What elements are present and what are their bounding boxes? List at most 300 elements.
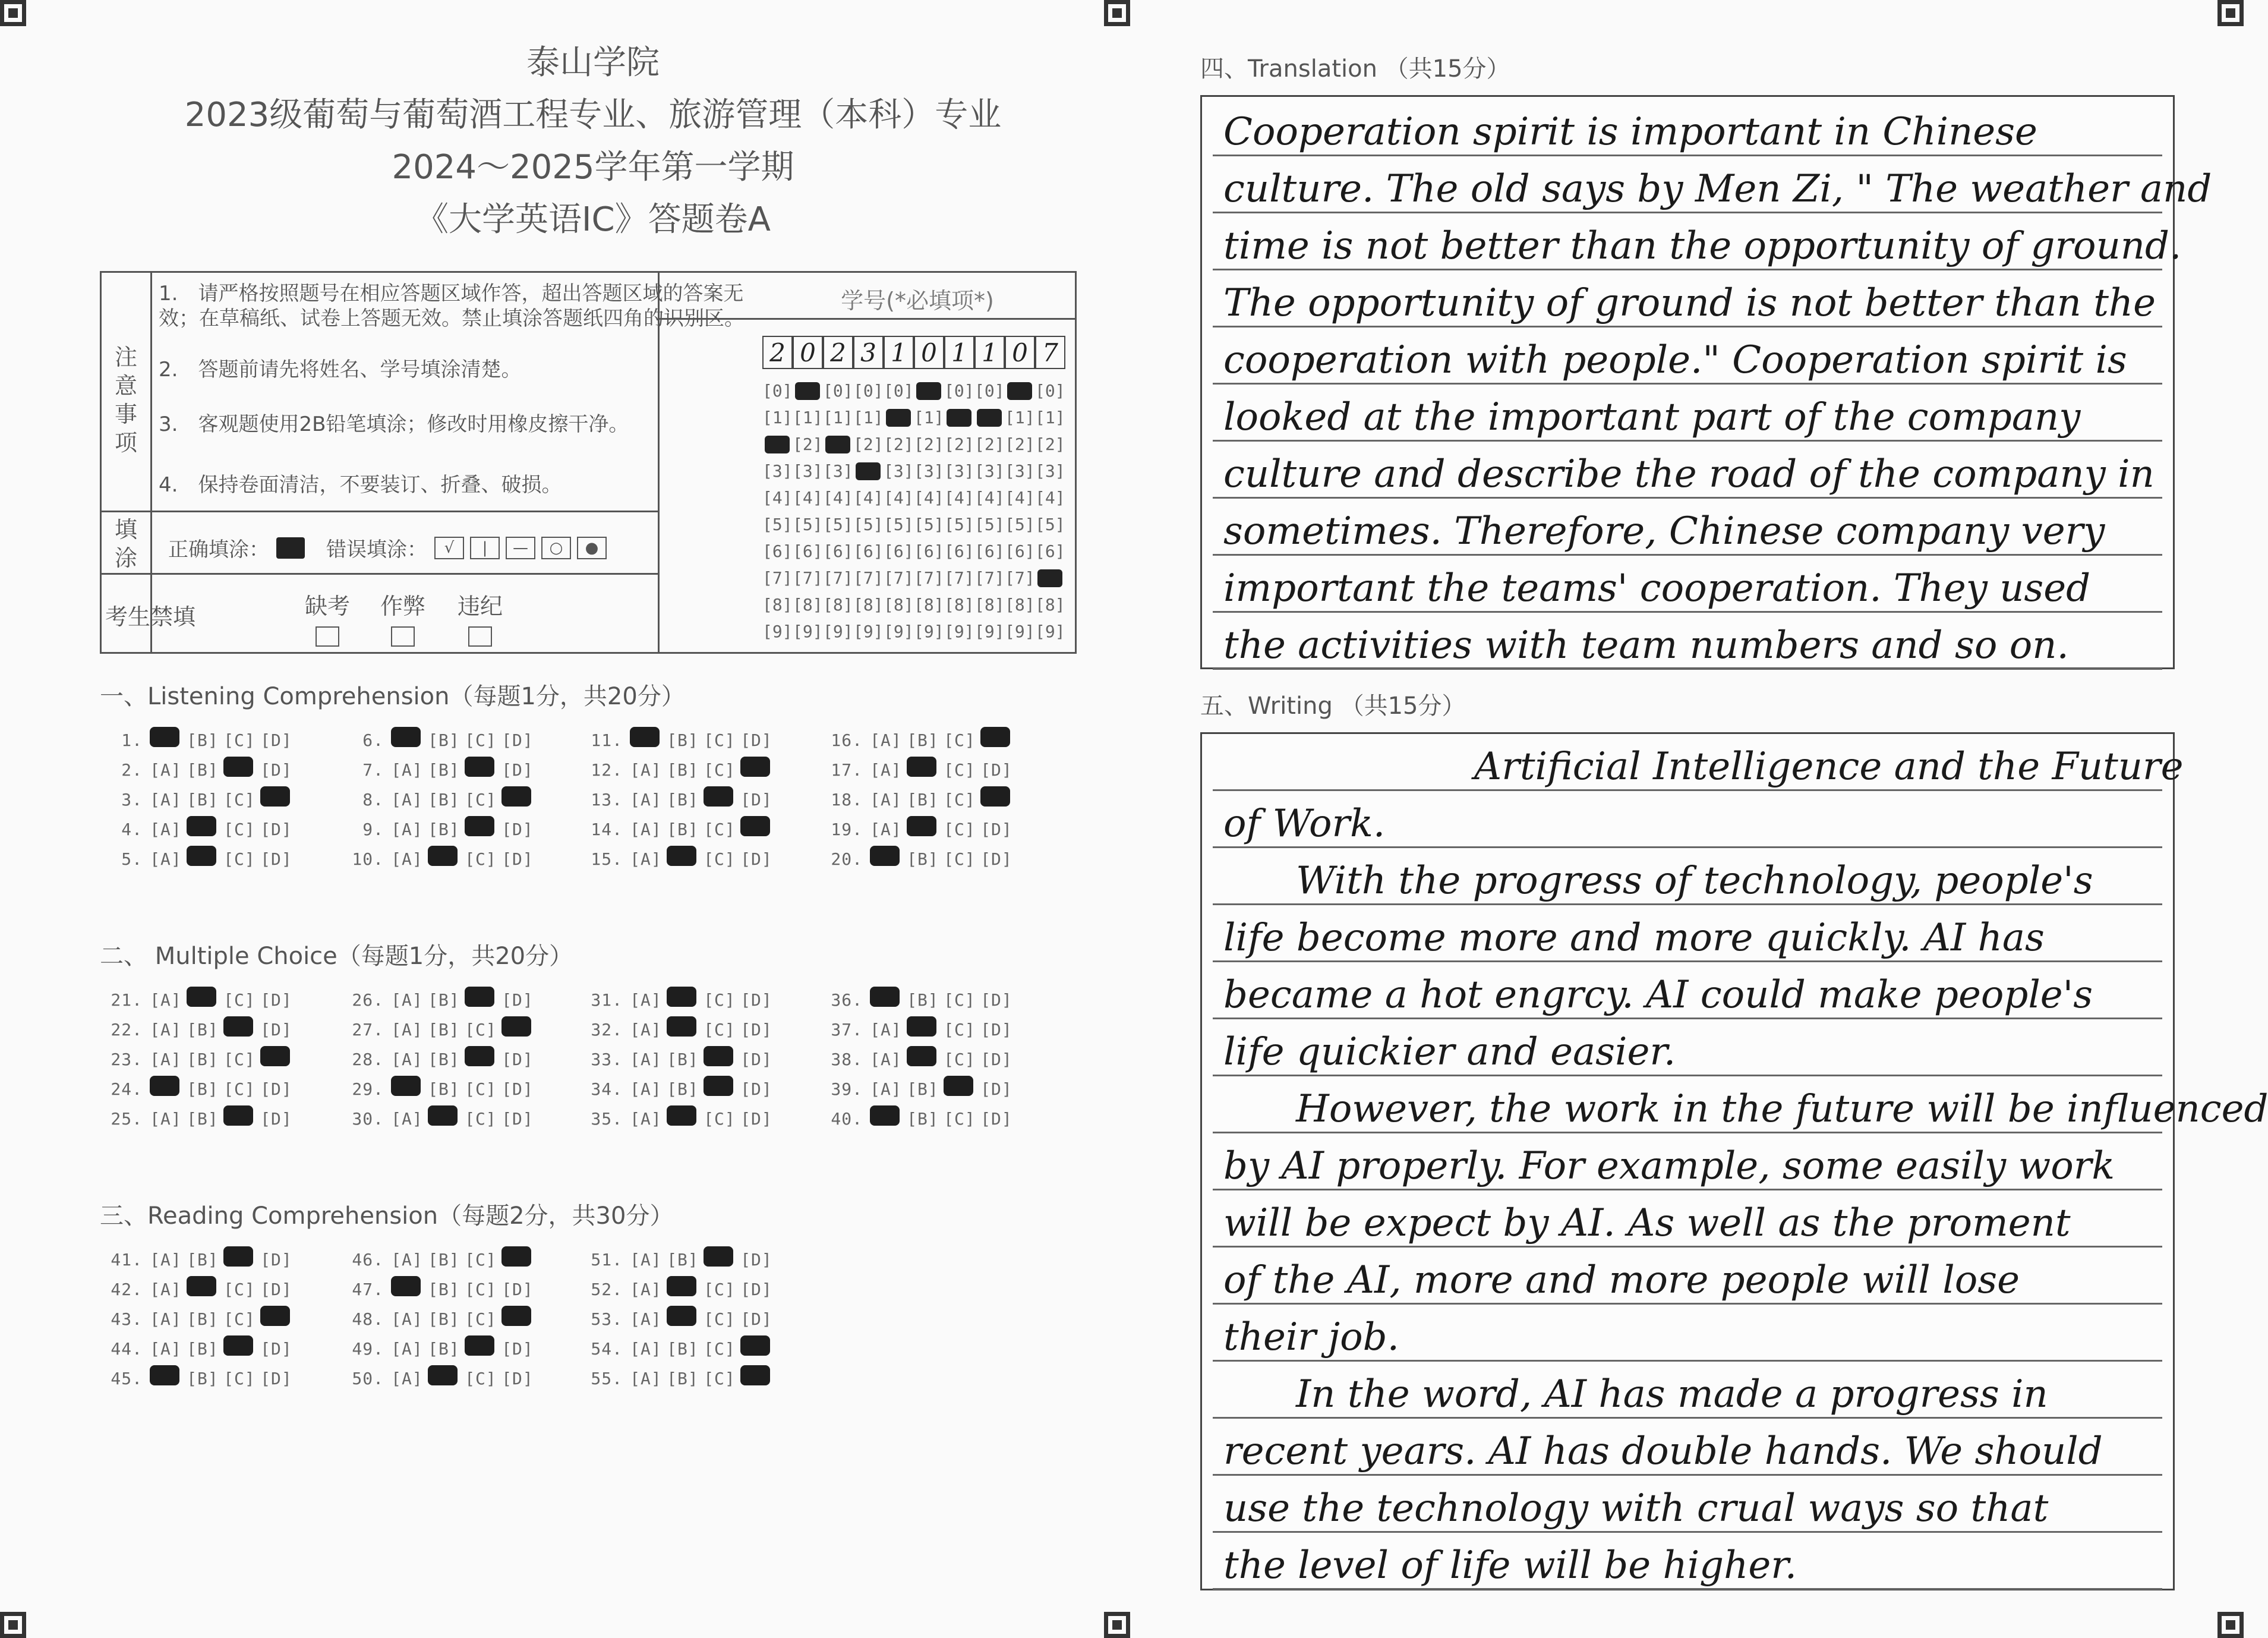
answer-bubble[interactable]	[258, 790, 295, 809]
answer-bubble[interactable]	[221, 1050, 258, 1069]
answer-bubble[interactable]	[627, 1250, 664, 1270]
answer-bubble[interactable]	[184, 730, 221, 750]
answer-bubble[interactable]	[701, 1109, 738, 1129]
answer-bubble[interactable]	[258, 730, 295, 750]
student-id-bubble[interactable]	[914, 618, 944, 645]
answer-bubble[interactable]	[389, 1369, 425, 1388]
answer-bubble[interactable]	[664, 820, 701, 839]
student-id-bubble[interactable]	[884, 618, 913, 645]
answer-bubble[interactable]	[868, 1020, 904, 1040]
answer-bubble[interactable]	[627, 1050, 664, 1069]
student-id-bubble[interactable]	[1035, 484, 1065, 511]
student-id-digit[interactable]: 0	[1005, 336, 1035, 369]
forbid-checkbox[interactable]	[316, 626, 339, 647]
answer-bubble[interactable]	[664, 1020, 701, 1040]
answer-bubble[interactable]	[499, 1020, 536, 1040]
answer-bubble[interactable]	[738, 1339, 775, 1359]
answer-bubble[interactable]	[147, 1309, 184, 1329]
student-id-bubble[interactable]	[944, 431, 974, 458]
answer-bubble[interactable]	[904, 990, 941, 1010]
student-id-digit[interactable]: 0	[914, 336, 944, 369]
student-id-bubble[interactable]	[762, 377, 792, 404]
student-id-bubble[interactable]	[884, 538, 913, 565]
translation-answer-box[interactable]	[1200, 95, 2212, 669]
answer-bubble[interactable]	[904, 760, 941, 780]
answer-bubble[interactable]	[221, 730, 258, 750]
answer-bubble[interactable]	[462, 790, 499, 809]
student-id-bubble[interactable]	[853, 591, 883, 618]
answer-bubble[interactable]	[978, 1079, 1015, 1099]
student-id-bubble[interactable]	[1005, 538, 1034, 565]
answer-bubble[interactable]	[941, 849, 978, 869]
answer-bubble[interactable]	[701, 730, 738, 750]
answer-bubble[interactable]	[184, 760, 221, 780]
answer-bubble[interactable]	[389, 760, 425, 780]
answer-bubble[interactable]	[389, 849, 425, 869]
student-id-bubble[interactable]	[944, 565, 974, 591]
student-id-bubble[interactable]	[853, 431, 883, 458]
answer-bubble[interactable]	[738, 990, 775, 1010]
answer-bubble[interactable]	[627, 849, 664, 869]
student-id-digit[interactable]: 1	[884, 336, 914, 369]
answer-bubble[interactable]	[221, 1280, 258, 1299]
answer-bubble[interactable]	[499, 849, 536, 869]
answer-bubble[interactable]	[462, 1109, 499, 1129]
forbid-checkbox[interactable]	[468, 626, 492, 647]
student-id-bubble[interactable]	[884, 377, 913, 404]
answer-bubble[interactable]	[499, 1250, 536, 1270]
answer-bubble[interactable]	[627, 1020, 664, 1040]
answer-bubble[interactable]	[701, 1020, 738, 1040]
answer-bubble[interactable]	[184, 990, 221, 1010]
answer-bubble[interactable]	[941, 730, 978, 750]
answer-bubble[interactable]	[258, 849, 295, 869]
answer-bubble[interactable]	[425, 1109, 462, 1129]
answer-bubble[interactable]	[462, 760, 499, 780]
answer-bubble[interactable]	[738, 730, 775, 750]
answer-bubble[interactable]	[701, 1339, 738, 1359]
answer-bubble[interactable]	[664, 1309, 701, 1329]
student-id-bubble[interactable]	[944, 484, 974, 511]
student-id-bubble[interactable]	[823, 484, 853, 511]
answer-bubble[interactable]	[147, 1369, 184, 1388]
answer-bubble[interactable]	[258, 1050, 295, 1069]
answer-bubble[interactable]	[627, 1109, 664, 1129]
answer-bubble[interactable]	[389, 1079, 425, 1099]
answer-bubble[interactable]	[147, 730, 184, 750]
answer-bubble[interactable]	[221, 1250, 258, 1270]
student-id-bubble[interactable]	[762, 591, 792, 618]
answer-bubble[interactable]	[462, 1020, 499, 1040]
answer-bubble[interactable]	[147, 760, 184, 780]
answer-bubble[interactable]	[978, 790, 1015, 809]
answer-bubble[interactable]	[978, 730, 1015, 750]
answer-bubble[interactable]	[389, 1250, 425, 1270]
answer-bubble[interactable]	[221, 820, 258, 839]
student-id-bubble[interactable]	[823, 377, 853, 404]
answer-bubble[interactable]	[425, 1339, 462, 1359]
answer-bubble[interactable]	[462, 1050, 499, 1069]
answer-bubble[interactable]	[258, 990, 295, 1010]
answer-bubble[interactable]	[147, 1109, 184, 1129]
answer-bubble[interactable]	[221, 1109, 258, 1129]
answer-bubble[interactable]	[258, 1109, 295, 1129]
answer-bubble[interactable]	[701, 820, 738, 839]
answer-bubble[interactable]	[184, 1050, 221, 1069]
student-id-bubble[interactable]	[762, 618, 792, 645]
student-id-digit[interactable]: 2	[762, 336, 793, 369]
student-id-bubble[interactable]	[793, 377, 822, 404]
answer-bubble[interactable]	[868, 760, 904, 780]
answer-bubble[interactable]	[868, 790, 904, 809]
answer-bubble[interactable]	[941, 790, 978, 809]
student-id-bubble[interactable]	[1035, 511, 1065, 538]
answer-bubble[interactable]	[738, 760, 775, 780]
answer-bubble[interactable]	[184, 1369, 221, 1388]
answer-bubble[interactable]	[499, 730, 536, 750]
student-id-bubble[interactable]	[884, 458, 913, 484]
student-id-bubble[interactable]	[853, 404, 883, 431]
student-id-bubble[interactable]	[762, 538, 792, 565]
student-id-digit[interactable]: 1	[974, 336, 1005, 369]
student-id-bubble[interactable]	[823, 458, 853, 484]
answer-bubble[interactable]	[627, 760, 664, 780]
answer-bubble[interactable]	[664, 760, 701, 780]
answer-bubble[interactable]	[499, 1109, 536, 1129]
answer-bubble[interactable]	[462, 730, 499, 750]
student-id-bubble[interactable]	[944, 404, 974, 431]
student-id-bubble[interactable]	[914, 565, 944, 591]
student-id-bubble[interactable]	[793, 618, 822, 645]
student-id-bubble[interactable]	[823, 431, 853, 458]
answer-bubble[interactable]	[221, 790, 258, 809]
answer-bubble[interactable]	[701, 1280, 738, 1299]
answer-bubble[interactable]	[258, 1339, 295, 1359]
answer-bubble[interactable]	[701, 1079, 738, 1099]
answer-bubble[interactable]	[462, 1250, 499, 1270]
answer-bubble[interactable]	[627, 1339, 664, 1359]
answer-bubble[interactable]	[147, 849, 184, 869]
answer-bubble[interactable]	[462, 820, 499, 839]
student-id-bubble[interactable]	[884, 404, 913, 431]
student-id-bubble[interactable]	[1005, 458, 1034, 484]
answer-bubble[interactable]	[738, 1020, 775, 1040]
student-id-bubble[interactable]	[974, 404, 1004, 431]
answer-bubble[interactable]	[738, 849, 775, 869]
answer-bubble[interactable]	[221, 1020, 258, 1040]
student-id-bubble[interactable]	[884, 484, 913, 511]
answer-bubble[interactable]	[904, 1050, 941, 1069]
writing-answer-box[interactable]	[1200, 732, 2268, 1590]
student-id-bubble[interactable]	[974, 458, 1004, 484]
student-id-bubble[interactable]	[762, 431, 792, 458]
student-id-bubble[interactable]	[762, 458, 792, 484]
student-id-bubble[interactable]	[853, 538, 883, 565]
answer-bubble[interactable]	[389, 730, 425, 750]
student-id-bubble[interactable]	[974, 591, 1004, 618]
answer-bubble[interactable]	[147, 1280, 184, 1299]
answer-bubble[interactable]	[147, 820, 184, 839]
answer-bubble[interactable]	[258, 1020, 295, 1040]
answer-bubble[interactable]	[978, 820, 1015, 839]
answer-bubble[interactable]	[868, 730, 904, 750]
student-id-bubble[interactable]	[853, 511, 883, 538]
student-id-bubble[interactable]	[1035, 431, 1065, 458]
answer-bubble[interactable]	[738, 1309, 775, 1329]
answer-bubble[interactable]	[258, 1369, 295, 1388]
answer-bubble[interactable]	[904, 1079, 941, 1099]
answer-bubble[interactable]	[868, 1109, 904, 1129]
answer-bubble[interactable]	[664, 990, 701, 1010]
student-id-bubble[interactable]	[944, 458, 974, 484]
answer-bubble[interactable]	[627, 990, 664, 1010]
answer-bubble[interactable]	[499, 1339, 536, 1359]
answer-bubble[interactable]	[904, 820, 941, 839]
answer-bubble[interactable]	[627, 1079, 664, 1099]
answer-bubble[interactable]	[389, 790, 425, 809]
answer-bubble[interactable]	[627, 730, 664, 750]
answer-bubble[interactable]	[462, 1369, 499, 1388]
answer-bubble[interactable]	[425, 849, 462, 869]
student-id-bubble[interactable]	[1005, 404, 1034, 431]
student-id-bubble[interactable]	[793, 484, 822, 511]
student-id-bubble[interactable]	[762, 565, 792, 591]
answer-bubble[interactable]	[738, 820, 775, 839]
answer-bubble[interactable]	[258, 1079, 295, 1099]
answer-bubble[interactable]	[499, 790, 536, 809]
answer-bubble[interactable]	[425, 790, 462, 809]
answer-bubble[interactable]	[425, 1250, 462, 1270]
answer-bubble[interactable]	[462, 1309, 499, 1329]
answer-bubble[interactable]	[904, 1020, 941, 1040]
answer-bubble[interactable]	[978, 849, 1015, 869]
answer-bubble[interactable]	[941, 990, 978, 1010]
answer-bubble[interactable]	[389, 1109, 425, 1129]
answer-bubble[interactable]	[462, 1280, 499, 1299]
answer-bubble[interactable]	[664, 1109, 701, 1129]
student-id-bubble[interactable]	[914, 538, 944, 565]
answer-bubble[interactable]	[184, 790, 221, 809]
answer-bubble[interactable]	[664, 1369, 701, 1388]
answer-bubble[interactable]	[499, 1280, 536, 1299]
student-id-bubble[interactable]	[853, 618, 883, 645]
answer-bubble[interactable]	[664, 1280, 701, 1299]
answer-bubble[interactable]	[258, 820, 295, 839]
student-id-bubble[interactable]	[853, 377, 883, 404]
answer-bubble[interactable]	[701, 990, 738, 1010]
student-id-bubble[interactable]	[853, 565, 883, 591]
answer-bubble[interactable]	[425, 1079, 462, 1099]
student-id-bubble[interactable]	[974, 431, 1004, 458]
student-id-bubble[interactable]	[1035, 565, 1065, 591]
answer-bubble[interactable]	[664, 1079, 701, 1099]
forbid-checkbox[interactable]	[391, 626, 415, 647]
answer-bubble[interactable]	[221, 1339, 258, 1359]
answer-bubble[interactable]	[221, 1079, 258, 1099]
student-id-bubble[interactable]	[1005, 431, 1034, 458]
answer-bubble[interactable]	[499, 760, 536, 780]
answer-bubble[interactable]	[941, 1079, 978, 1099]
answer-bubble[interactable]	[738, 1109, 775, 1129]
student-id-bubble[interactable]	[823, 404, 853, 431]
answer-bubble[interactable]	[664, 730, 701, 750]
answer-bubble[interactable]	[978, 990, 1015, 1010]
answer-bubble[interactable]	[184, 849, 221, 869]
student-id-bubble[interactable]	[974, 538, 1004, 565]
answer-bubble[interactable]	[425, 820, 462, 839]
answer-bubble[interactable]	[978, 1109, 1015, 1129]
answer-bubble[interactable]	[258, 1309, 295, 1329]
answer-bubble[interactable]	[627, 1369, 664, 1388]
answer-bubble[interactable]	[147, 1020, 184, 1040]
answer-bubble[interactable]	[868, 990, 904, 1010]
student-id-bubble[interactable]	[914, 404, 944, 431]
answer-bubble[interactable]	[738, 790, 775, 809]
answer-bubble[interactable]	[627, 1309, 664, 1329]
student-id-bubble[interactable]	[1035, 458, 1065, 484]
answer-bubble[interactable]	[221, 990, 258, 1010]
answer-bubble[interactable]	[941, 820, 978, 839]
student-id-bubble[interactable]	[823, 511, 853, 538]
answer-bubble[interactable]	[425, 1309, 462, 1329]
answer-bubble[interactable]	[904, 790, 941, 809]
answer-bubble[interactable]	[389, 820, 425, 839]
answer-bubble[interactable]	[184, 1079, 221, 1099]
answer-bubble[interactable]	[978, 760, 1015, 780]
student-id-bubble[interactable]	[793, 511, 822, 538]
answer-bubble[interactable]	[425, 1050, 462, 1069]
student-id-bubble[interactable]	[793, 458, 822, 484]
answer-bubble[interactable]	[184, 1339, 221, 1359]
student-id-bubble[interactable]	[1035, 618, 1065, 645]
student-id-digit[interactable]: 0	[793, 336, 823, 369]
answer-bubble[interactable]	[738, 1280, 775, 1299]
student-id-bubble[interactable]	[914, 377, 944, 404]
student-id-bubble[interactable]	[944, 591, 974, 618]
answer-bubble[interactable]	[978, 1050, 1015, 1069]
answer-bubble[interactable]	[701, 1369, 738, 1388]
student-id-bubble[interactable]	[823, 618, 853, 645]
answer-bubble[interactable]	[904, 849, 941, 869]
student-id-bubble[interactable]	[914, 431, 944, 458]
answer-bubble[interactable]	[701, 1309, 738, 1329]
answer-bubble[interactable]	[499, 1079, 536, 1099]
answer-bubble[interactable]	[499, 820, 536, 839]
student-id-bubble[interactable]	[1005, 591, 1034, 618]
answer-bubble[interactable]	[389, 1280, 425, 1299]
student-id-digit[interactable]: 2	[823, 336, 853, 369]
student-id-bubble[interactable]	[974, 377, 1004, 404]
student-id-bubble[interactable]	[914, 458, 944, 484]
student-id-bubble[interactable]	[793, 404, 822, 431]
student-id-bubble[interactable]	[944, 538, 974, 565]
answer-bubble[interactable]	[425, 1280, 462, 1299]
answer-bubble[interactable]	[941, 1020, 978, 1040]
answer-bubble[interactable]	[462, 990, 499, 1010]
answer-bubble[interactable]	[627, 790, 664, 809]
answer-bubble[interactable]	[147, 1079, 184, 1099]
answer-bubble[interactable]	[147, 1339, 184, 1359]
answer-bubble[interactable]	[425, 1369, 462, 1388]
answer-bubble[interactable]	[221, 760, 258, 780]
student-id-bubble[interactable]	[914, 511, 944, 538]
answer-bubble[interactable]	[184, 1280, 221, 1299]
student-id-bubble[interactable]	[793, 565, 822, 591]
answer-bubble[interactable]	[701, 1050, 738, 1069]
student-id-bubble[interactable]	[793, 591, 822, 618]
answer-bubble[interactable]	[738, 1369, 775, 1388]
student-id-bubble[interactable]	[823, 538, 853, 565]
student-id-bubble[interactable]	[793, 431, 822, 458]
answer-bubble[interactable]	[738, 1250, 775, 1270]
student-id-bubble[interactable]	[944, 618, 974, 645]
student-id-bubble[interactable]	[853, 484, 883, 511]
answer-bubble[interactable]	[738, 1079, 775, 1099]
student-id-bubble[interactable]	[944, 511, 974, 538]
answer-bubble[interactable]	[258, 760, 295, 780]
student-id-bubble[interactable]	[1005, 377, 1034, 404]
student-id-bubble[interactable]	[974, 511, 1004, 538]
answer-bubble[interactable]	[627, 820, 664, 839]
student-id-bubble[interactable]	[1005, 484, 1034, 511]
answer-bubble[interactable]	[147, 990, 184, 1010]
answer-bubble[interactable]	[462, 849, 499, 869]
answer-bubble[interactable]	[978, 1020, 1015, 1040]
answer-bubble[interactable]	[868, 820, 904, 839]
answer-bubble[interactable]	[184, 1250, 221, 1270]
answer-bubble[interactable]	[221, 849, 258, 869]
student-id-bubble[interactable]	[944, 377, 974, 404]
student-id-bubble[interactable]	[974, 618, 1004, 645]
answer-bubble[interactable]	[389, 1339, 425, 1359]
answer-bubble[interactable]	[627, 1280, 664, 1299]
answer-bubble[interactable]	[941, 760, 978, 780]
answer-bubble[interactable]	[184, 1109, 221, 1129]
answer-bubble[interactable]	[258, 1250, 295, 1270]
answer-bubble[interactable]	[701, 1250, 738, 1270]
student-id-bubble[interactable]	[884, 511, 913, 538]
answer-bubble[interactable]	[664, 849, 701, 869]
student-id-bubble[interactable]	[974, 484, 1004, 511]
answer-bubble[interactable]	[701, 849, 738, 869]
answer-bubble[interactable]	[868, 849, 904, 869]
answer-bubble[interactable]	[664, 1050, 701, 1069]
student-id-bubble[interactable]	[823, 565, 853, 591]
answer-bubble[interactable]	[221, 1309, 258, 1329]
answer-bubble[interactable]	[462, 1339, 499, 1359]
answer-bubble[interactable]	[499, 990, 536, 1010]
answer-bubble[interactable]	[184, 1309, 221, 1329]
answer-bubble[interactable]	[258, 1280, 295, 1299]
answer-bubble[interactable]	[868, 1079, 904, 1099]
answer-bubble[interactable]	[425, 760, 462, 780]
student-id-bubble[interactable]	[1005, 511, 1034, 538]
answer-bubble[interactable]	[389, 1309, 425, 1329]
answer-bubble[interactable]	[738, 1050, 775, 1069]
student-id-bubble[interactable]	[884, 565, 913, 591]
answer-bubble[interactable]	[389, 1050, 425, 1069]
answer-bubble[interactable]	[701, 760, 738, 780]
answer-bubble[interactable]	[147, 1250, 184, 1270]
answer-bubble[interactable]	[147, 1050, 184, 1069]
student-id-bubble[interactable]	[762, 404, 792, 431]
student-id-bubble[interactable]	[1035, 591, 1065, 618]
answer-bubble[interactable]	[221, 1369, 258, 1388]
answer-bubble[interactable]	[389, 990, 425, 1010]
student-id-bubble[interactable]	[1035, 404, 1065, 431]
student-id-bubble[interactable]	[1035, 377, 1065, 404]
student-id-digit[interactable]: 7	[1035, 336, 1065, 369]
